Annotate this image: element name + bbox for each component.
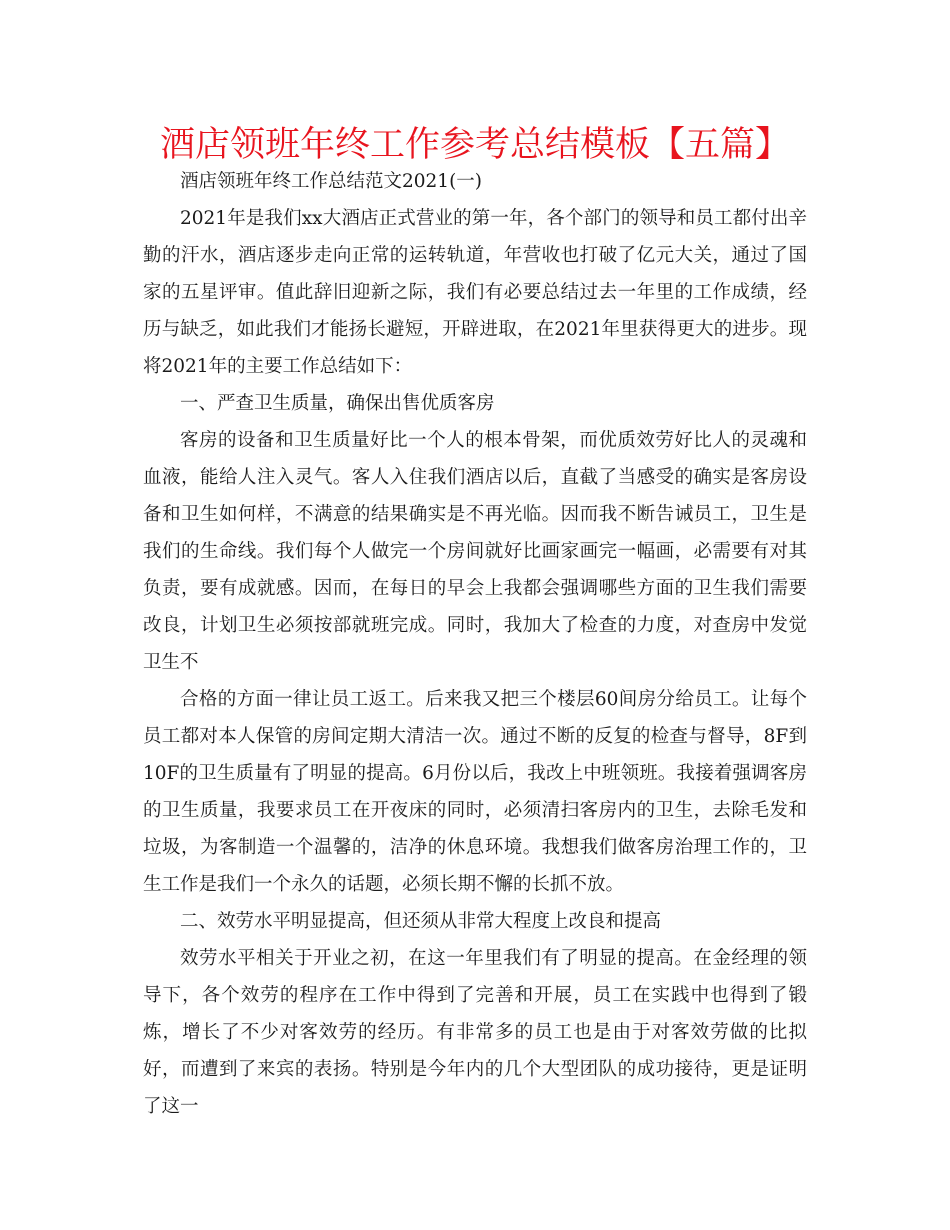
section-1-paragraph-2: 合格的方面一律让员工返工。后来我又把三个楼层60间房分给员工。让每个员工都对本人保管的房间定期大清洁一次。通过不断的反复的检查与督导，8F到10F的卫生质量有了明显的提高。6月份以后，我改上中班领班。我接着强调客房的卫生质量，我要求员工在开夜床的同时，必须清扫客房内的卫生，去除毛发和垃圾，为客制造一个温馨的，洁净的休息环境。我想我们做客房治理工作的，卫生工作是我们一个永久的话题，必须长期不懈的长抓不放。 [143, 689, 807, 895]
subtitle-paragraph: 酒店领班年终工作总结范文2021(一) [180, 171, 483, 192]
section-1-paragraph-1: 客房的设备和卫生质量好比一个人的根本骨架，而优质效劳好比人的灵魂和血液，能给人注入灵气。客人入住我们酒店以后，直截了当感受的确实是客房设备和卫生如何样，不满意的结果确实是不再光临。因而我不断告诫员工，卫生是我们的生命线。我们每个人做完一个房间就好比画家画完一幅画，必需要有对其负责，要有成就感。因而，在每日的早会上我都会强调哪些方面的卫生我们需要改良，计划卫生必须按部就班完成。同时，我加大了检查的力度，对查房中发觉卫生不 [143, 430, 807, 673]
section-heading-2: 二、效劳水平明显提高，但还须从非常大程度上改良和提高 [180, 911, 662, 932]
document-title: 酒店领班年终工作参考总结模板【五篇】 [159, 125, 790, 165]
document-body [143, 163, 807, 1125]
section-heading-1: 一、严查卫生质量，确保出售优质客房 [180, 393, 495, 414]
section-2-paragraph-1: 效劳水平相关于开业之初，在这一年里我们有了明显的提高。在金经理的领导下，各个效劳的程序在工作中得到了完善和开展，员工在实践中也得到了锻炼，增长了不少对客效劳的经历。有非常多的员工也是由于对客效劳做的比拟好，而遭到了来宾的表扬。特别是今年内的几个大型团队的成功接待，更是证明了这一 [143, 948, 807, 1117]
intro-paragraph: 2021年是我们xx大酒店正式营业的第一年，各个部门的领导和员工都付出辛勤的汗水，酒店逐步走向正常的运转轨道，年营收也打破了亿元大关，通过了国家的五星评审。值此辞旧迎新之际，我们有必要总结过去一年里的工作成绩，经历与缺乏，如此我们才能扬长避短，开辟进取，在2021年里获得更大的进步。现将2021年的主要工作总结如下： [143, 208, 807, 377]
